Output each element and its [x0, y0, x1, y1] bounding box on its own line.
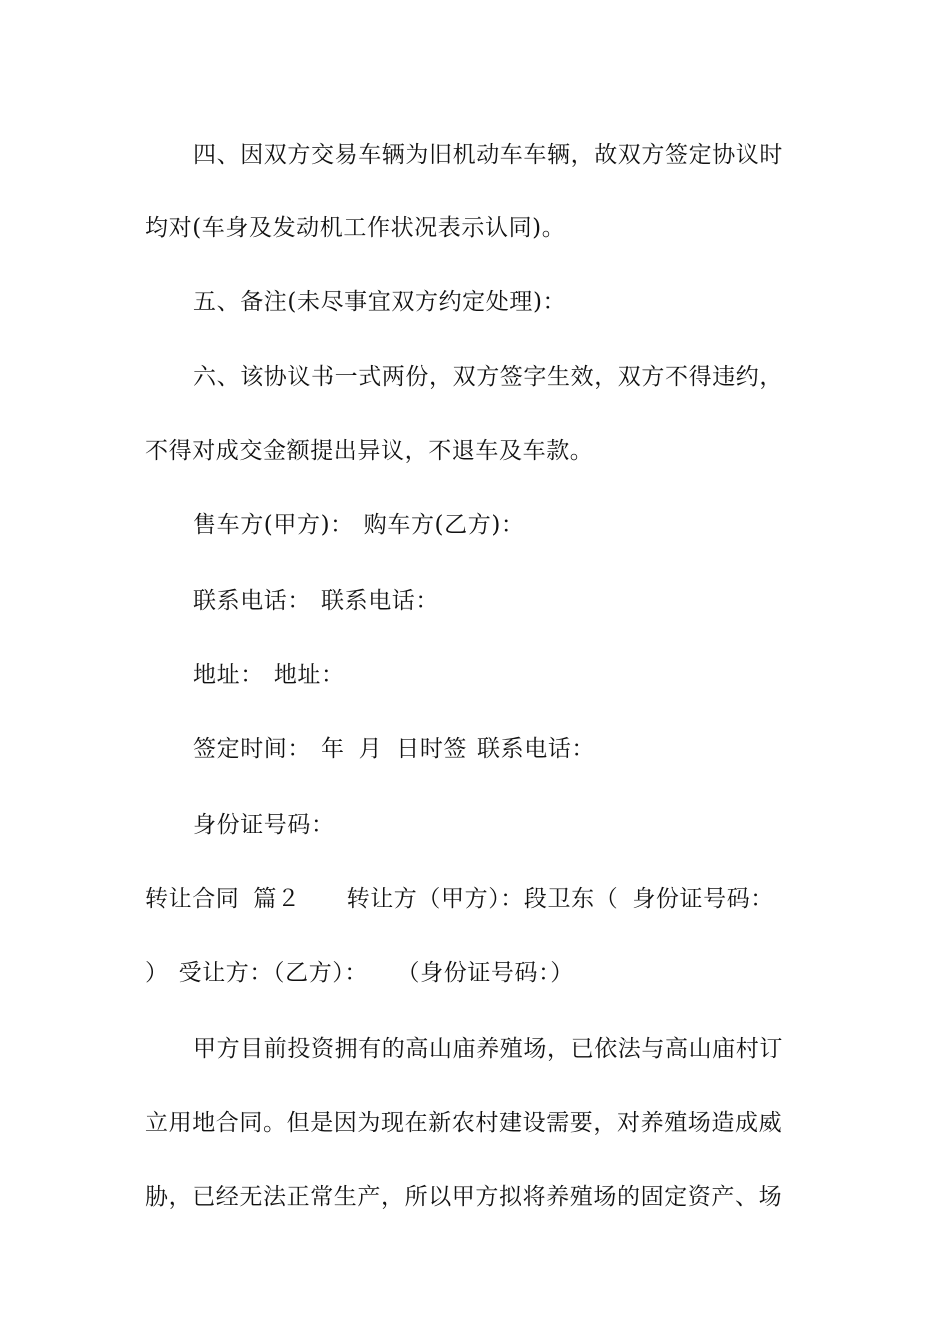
buyer-address-label: 地址： [273, 662, 345, 688]
section-2-title: 转让合同 [145, 886, 240, 912]
party-labels-line [193, 510, 810, 540]
phone-labels-line [193, 586, 810, 616]
seller-label: 售车方(甲方)： [193, 512, 354, 538]
transferee-line [145, 958, 810, 988]
sign-time-line [193, 734, 810, 764]
year-label: 年 [321, 736, 345, 762]
body-paragraph-line-3: 胁，已经无法正常生产，所以甲方拟将养殖场的固定资产、场 [145, 1184, 783, 1210]
address-labels-line [193, 660, 810, 690]
paragraph-6-line-2: 不得对成交金额提出异议，不退车及车款。 [145, 438, 594, 464]
day-sign-label: 日时签 [396, 736, 468, 762]
body-paragraph-line-1: 甲方目前投资拥有的高山庙养殖场，已依法与高山庙村订 [193, 1036, 783, 1062]
paragraph-5-line-1: 五、备注(未尽事宜双方约定处理)： [193, 289, 567, 315]
transferor-close-paren: ） [145, 960, 169, 986]
paragraph-4-line-2: 均对(车身及发动机工作状况表示认同)。 [145, 215, 566, 241]
seller-phone-label: 联系电话： [193, 588, 311, 614]
paragraph-4-line-1: 四、因双方交易车辆为旧机动车车辆，故双方签定协议时 [193, 142, 783, 168]
buyer-label: 购车方(乙方)： [363, 512, 525, 538]
transferee-id-label: （身份证号码：） [408, 960, 574, 986]
section-2-heading-line [145, 884, 810, 914]
paragraph-6-line-1: 六、该协议书一式两份，双方签字生效，双方不得违约， [193, 364, 783, 390]
transferor-id-label: 身份证号码： [632, 886, 774, 912]
transferee-label: 受让方：（乙方）： [178, 960, 369, 986]
body-paragraph-line-2: 立用地合同。但是因为现在新农村建设需要，对养殖场造成威 [145, 1110, 783, 1136]
sign-time-label: 签定时间： [193, 736, 311, 762]
month-label: 月 [358, 736, 383, 762]
buyer-phone-label: 联系电话： [321, 588, 439, 614]
id-number-line: 身份证号码： [193, 812, 335, 838]
transferor-label: 转让方（甲方）：段卫东（ [346, 886, 619, 912]
extra-phone-label: 联系电话： [477, 736, 596, 762]
seller-address-label: 地址： [193, 662, 264, 688]
section-2-number: 篇２ [253, 886, 301, 912]
